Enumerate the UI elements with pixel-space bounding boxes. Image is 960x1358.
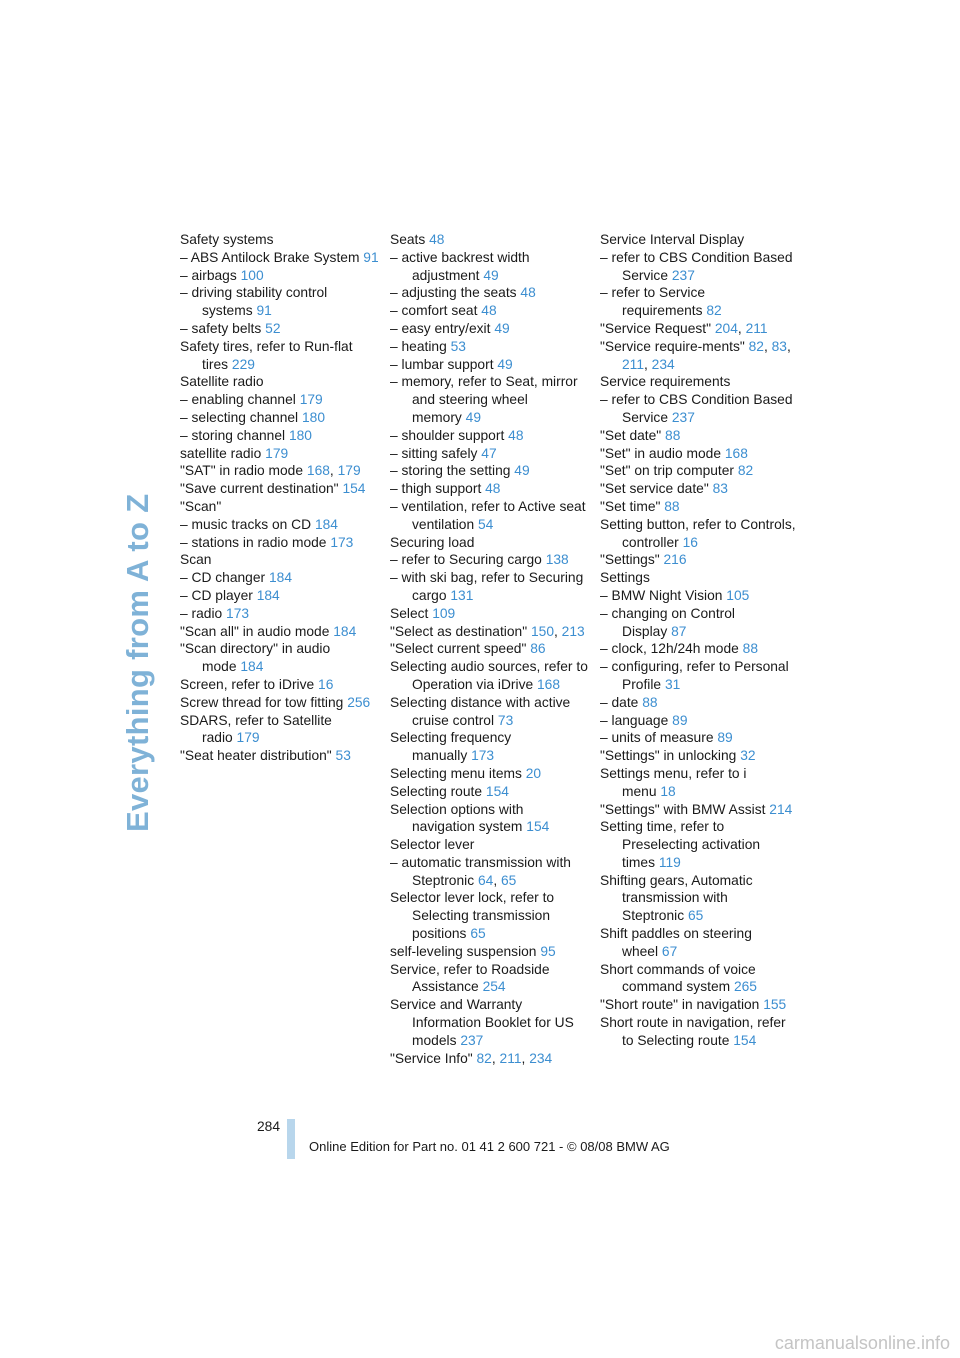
index-entry: "SAT" in radio mode 168, 179 xyxy=(180,463,361,479)
index-entry-term: "Set date" xyxy=(600,427,662,443)
index-entry-term: "Settings" with BMW Assist xyxy=(600,801,766,817)
index-entry xyxy=(180,747,380,765)
index-entry-term: "Service Info" xyxy=(390,1050,473,1066)
index-entry-term: – clock, 12h/24h mode xyxy=(600,641,739,657)
index-entry-term: SDARS, refer to Satellite radio xyxy=(180,712,332,746)
index-entry-term: – driving stability control systems xyxy=(180,285,328,319)
index-entry xyxy=(600,249,800,285)
page-reference-link[interactable]: 256 xyxy=(347,694,371,710)
page-reference-link[interactable]: 168 xyxy=(537,676,561,692)
page-reference-link[interactable]: 150 xyxy=(530,623,554,639)
page-reference-link[interactable]: 88 xyxy=(642,694,658,710)
index-entry-term: "Scan all" in audio mode xyxy=(180,623,330,639)
page-reference-link[interactable]: 65 xyxy=(687,908,704,924)
page-reference-link[interactable]: 49 xyxy=(494,320,510,336)
page-reference-link[interactable]: 49 xyxy=(497,356,513,372)
page-reference-link[interactable]: 100 xyxy=(240,267,264,283)
index-entry-term: "Select current speed" xyxy=(390,641,527,657)
index-entry xyxy=(600,516,800,552)
index-entry-term: "Set" in audio mode xyxy=(600,445,722,461)
page-reference-link[interactable]: 131 xyxy=(450,587,474,603)
index-entry xyxy=(180,516,380,534)
index-entry-term: "Save current destination" xyxy=(180,481,339,497)
page-reference-link[interactable]: 48 xyxy=(508,427,524,443)
page-reference-link[interactable]: 229 xyxy=(231,356,255,372)
page-reference-link[interactable]: 237 xyxy=(671,267,695,283)
index-entry-term: "Settings" xyxy=(600,552,660,568)
index-entry xyxy=(390,783,590,801)
index-entry-term: – radio xyxy=(180,605,223,621)
page-reference-link[interactable]: 73 xyxy=(497,712,514,728)
index-entry-term: Selecting audio sources, refer to Operation via iDrive xyxy=(390,659,588,692)
index-entry-term: – storing channel xyxy=(180,427,286,443)
page-reference-link[interactable]: 179 xyxy=(337,463,361,479)
page-reference-link[interactable]: 91 xyxy=(363,249,379,265)
index-entry-term: – BMW Night Vision xyxy=(600,587,723,603)
page-reference-link[interactable]: 82 xyxy=(706,303,722,319)
index-entry-term: – thigh support xyxy=(390,481,482,497)
page-reference-link[interactable]: 53 xyxy=(335,748,351,764)
index-entry xyxy=(600,712,800,730)
index-entry-term: – comfort seat xyxy=(390,303,478,319)
index-entry-term: – refer to CBS Condition Based Service xyxy=(600,249,793,283)
index-entry-term: Service and Warranty Information Booklet for US models xyxy=(390,997,574,1048)
index-column-2 xyxy=(390,231,590,1067)
page-reference-link[interactable]: 173 xyxy=(226,605,250,621)
index-entry-term: Service Interval Display xyxy=(600,232,745,247)
page-reference-link[interactable]: 179 xyxy=(236,730,260,746)
page-reference-link[interactable]: 82 xyxy=(476,1050,492,1066)
index-entry-term: Service, refer to Roadside Assistance xyxy=(390,961,550,995)
index-entry xyxy=(180,373,380,391)
page-reference-link[interactable]: 16 xyxy=(318,676,334,692)
index-entry-term: – selecting channel xyxy=(180,409,299,425)
page-reference-link[interactable]: 184 xyxy=(256,587,280,603)
page-reference-link[interactable]: 83 xyxy=(771,338,787,354)
page-reference-link[interactable]: 49 xyxy=(465,409,482,425)
page-reference-link[interactable]: 48 xyxy=(429,232,445,247)
page-reference-link[interactable]: 49 xyxy=(514,463,530,479)
index-entry-term: "Settings" in unlocking xyxy=(600,748,737,764)
index-entry-term: – lumbar support xyxy=(390,356,494,372)
index-entry xyxy=(390,961,590,997)
index-entry xyxy=(390,801,590,837)
index-entry-term: Satellite radio xyxy=(180,374,264,390)
index-entry-term: Select xyxy=(390,605,429,621)
index-entry-term: Screw thread for tow fitting xyxy=(180,694,344,710)
index-entry xyxy=(600,996,800,1014)
index-entry xyxy=(600,587,800,605)
index-entry-term: Screen, refer to iDrive xyxy=(180,676,315,692)
page-reference-link[interactable]: 54 xyxy=(477,516,494,532)
index-entry xyxy=(180,676,380,694)
index-entry xyxy=(390,373,590,426)
index-entry xyxy=(390,462,590,480)
index-entry xyxy=(600,284,800,320)
index-entry-term: Safety tires, refer to Run-flat tires xyxy=(180,338,353,372)
index-entry xyxy=(600,729,800,747)
page-reference-link[interactable]: 65 xyxy=(470,926,486,942)
index-entry xyxy=(600,391,800,427)
page-reference-link[interactable]: 31 xyxy=(664,676,681,692)
index-entry-term: Setting time, refer to Preselecting activation times xyxy=(600,819,761,870)
index-entry-term: – with ski bag, refer to Securing cargo xyxy=(390,570,584,603)
index-entry xyxy=(180,569,380,587)
index-entry xyxy=(600,925,800,961)
page-reference-link[interactable]: 91 xyxy=(256,303,272,319)
index-entry xyxy=(390,658,590,694)
index-entry xyxy=(390,338,590,356)
page-reference-link[interactable]: 82 xyxy=(748,338,764,354)
index-entry xyxy=(390,551,590,569)
index-entry xyxy=(390,605,590,623)
index-entry xyxy=(390,996,590,1049)
index-entry xyxy=(600,231,800,249)
index-entry-term: – CD player xyxy=(180,587,253,603)
index-entry xyxy=(180,409,380,427)
index-entry-term: Securing load xyxy=(390,534,475,550)
index-entry xyxy=(180,640,380,676)
page-reference-link[interactable]: 109 xyxy=(432,605,456,621)
index-entry-term: Shifting gears, Automatic transmission with Steptronic xyxy=(600,872,753,924)
page-reference-link[interactable]: 48 xyxy=(485,481,501,497)
page-reference-link[interactable]: 237 xyxy=(460,1032,484,1048)
index-entry: "Service Request" 204, 211 xyxy=(600,320,768,336)
index-entry xyxy=(180,320,380,338)
index-entry-term: Selector lever xyxy=(390,837,475,853)
index-entry xyxy=(180,338,380,374)
index-column-3 xyxy=(600,231,800,1050)
index-entry-term: Settings xyxy=(600,570,650,586)
index-entry-term: – safety belts xyxy=(180,320,262,336)
page-reference-link[interactable]: 168 xyxy=(724,445,748,461)
index-entry: – automatic transmission with Steptronic 64, 65 xyxy=(390,854,571,888)
index-entry-term: "Select as destination" xyxy=(390,623,528,639)
index-entry xyxy=(600,551,800,569)
page-reference-link[interactable]: 211 xyxy=(499,1050,522,1066)
index-entry-term: satellite radio xyxy=(180,445,262,461)
section-title: Everything from A to Z xyxy=(120,493,155,832)
index-entry: "Service Info" 82, 211, 234 xyxy=(390,1050,553,1066)
index-entry-term: – ventilation, refer to Active seat ventilation xyxy=(390,498,586,532)
index-entry xyxy=(390,836,590,854)
page-reference-link[interactable]: 88 xyxy=(742,641,759,657)
index-entry-term: "Service require-ments" xyxy=(600,338,745,354)
index-entry-term: – storing the setting xyxy=(390,463,511,479)
page-reference-link[interactable]: 48 xyxy=(481,303,497,319)
index-entry xyxy=(600,373,800,391)
index-entry xyxy=(390,889,590,942)
index-entry-term: "Service Request" xyxy=(600,320,712,336)
index-entry-term: Selecting distance with active cruise control xyxy=(390,694,571,728)
page-reference-link[interactable]: 89 xyxy=(717,730,733,746)
index-entry-term: – shoulder support xyxy=(390,427,505,443)
page-reference-link[interactable]: 32 xyxy=(740,748,756,764)
index-entry xyxy=(390,320,590,338)
index-entry xyxy=(180,694,380,712)
page-reference-link[interactable]: 216 xyxy=(663,552,687,568)
page-reference-link[interactable]: 180 xyxy=(288,427,312,443)
index-column-1 xyxy=(180,231,380,765)
index-entry xyxy=(180,267,380,285)
index-entry-term: "Scan directory" in audio mode xyxy=(180,641,331,675)
page-reference-link[interactable]: 20 xyxy=(525,765,542,781)
page-reference-link[interactable]: 154 xyxy=(342,481,366,497)
page-reference-link[interactable]: 204 xyxy=(714,320,738,336)
index-entry xyxy=(600,872,800,925)
page-reference-link[interactable]: 119 xyxy=(658,854,681,870)
index-entry xyxy=(390,284,590,302)
index-entry xyxy=(180,480,380,498)
page-reference-link[interactable]: 88 xyxy=(665,427,681,443)
index-entry xyxy=(600,605,800,641)
index-entry xyxy=(390,534,590,552)
index-entry xyxy=(390,356,590,374)
index-entry-term: – units of measure xyxy=(600,730,714,746)
page-reference-link[interactable]: 254 xyxy=(482,979,506,995)
index-entry xyxy=(600,1014,800,1050)
index-entry xyxy=(180,284,380,320)
index-entry-term: – adjusting the seats xyxy=(390,285,517,301)
page-reference-link[interactable]: 86 xyxy=(530,641,546,657)
index-entry xyxy=(180,391,380,409)
index-entry-term: – enabling channel xyxy=(180,392,296,408)
index-entry xyxy=(600,498,800,516)
page-reference-link[interactable]: 18 xyxy=(660,783,676,799)
index-entry xyxy=(390,249,590,285)
page-reference-link[interactable]: 214 xyxy=(769,801,793,817)
index-entry-term: Selection options with navigation system xyxy=(390,801,524,835)
index-entry-term: – changing on Control Display xyxy=(600,605,735,639)
page-reference-link[interactable]: 87 xyxy=(671,623,687,639)
page-reference-link[interactable]: 138 xyxy=(545,552,569,568)
index-entry-term: – easy entry/exit xyxy=(390,320,491,336)
page-reference-link[interactable]: 48 xyxy=(520,285,536,301)
index-entry-term: – memory, refer to Seat, mirror and steering wheel memory xyxy=(390,374,578,425)
page-reference-link[interactable]: 184 xyxy=(314,516,338,532)
page-reference-link[interactable]: 83 xyxy=(712,481,728,497)
page-reference-link[interactable]: 16 xyxy=(682,534,698,550)
page-reference-link[interactable]: 47 xyxy=(481,445,497,461)
index-entry xyxy=(180,231,380,249)
index-entry-term: Short commands of voice command system xyxy=(600,961,756,995)
index-entry-term: Service requirements xyxy=(600,374,731,390)
index-entry xyxy=(600,765,800,801)
page-reference-link[interactable]: 234 xyxy=(651,356,675,372)
page-reference-link[interactable]: 64 xyxy=(477,872,494,888)
index-entry xyxy=(600,658,800,694)
page-reference-link[interactable]: 180 xyxy=(301,409,325,425)
index-entry: "Service require-ments" 82, 83, 211, 234 xyxy=(600,338,791,372)
index-entry xyxy=(180,605,380,623)
index-entry-term: – stations in radio mode xyxy=(180,534,327,550)
index-entry xyxy=(600,818,800,871)
page-reference-link[interactable]: 49 xyxy=(483,267,499,283)
index-entry xyxy=(180,534,380,552)
index-entry xyxy=(390,427,590,445)
index-entry-term: "Scan" xyxy=(180,498,222,514)
index-entry-term: "Set time" xyxy=(600,498,661,514)
index-entry-term: Selector lever lock, refer to Selecting transmission positions xyxy=(390,890,555,942)
index-entry-term: "SAT" in radio mode xyxy=(180,463,304,479)
index-entry-term: – refer to CBS Condition Based Service xyxy=(600,392,793,425)
index-entry-term: – date xyxy=(600,694,639,710)
page-reference-link[interactable]: 265 xyxy=(733,979,757,995)
index-entry-term: "Short route" in navigation xyxy=(600,997,760,1013)
index-entry xyxy=(600,445,800,463)
page-reference-link[interactable]: 88 xyxy=(664,498,680,514)
index-entry xyxy=(600,480,800,498)
index-entry xyxy=(390,640,590,658)
page-reference-link[interactable]: 52 xyxy=(265,320,281,336)
page-reference-link[interactable]: 154 xyxy=(733,1032,757,1048)
index-entry xyxy=(180,587,380,605)
index-entry-term: – refer to Service requirements xyxy=(600,285,706,319)
index-entry xyxy=(390,445,590,463)
page-reference-link[interactable]: 179 xyxy=(265,445,289,461)
index-entry-term: Safety systems xyxy=(180,232,274,247)
index-entry-term: – ABS Antilock Brake System xyxy=(180,249,360,265)
index-entry-term: "Set service date" xyxy=(600,481,709,497)
index-entry-term: "Seat heater distribution" xyxy=(180,748,332,764)
page-reference-link[interactable]: 67 xyxy=(661,943,678,959)
page-reference-link[interactable]: 95 xyxy=(540,943,556,959)
page-reference-link[interactable]: 154 xyxy=(526,819,550,835)
index-entry xyxy=(180,427,380,445)
index-entry: "Select as destination" 150, 213 xyxy=(390,623,585,639)
page-reference-link[interactable]: 53 xyxy=(450,338,466,354)
index-entry xyxy=(390,498,590,534)
index-entry xyxy=(390,729,590,765)
index-entry xyxy=(600,640,800,658)
page-reference-link[interactable]: 154 xyxy=(485,783,509,799)
index-entry xyxy=(180,498,380,516)
page-reference-link[interactable]: 237 xyxy=(671,409,695,425)
index-entry-term: Selecting route xyxy=(390,783,483,799)
index-entry xyxy=(390,302,590,320)
page-reference-link[interactable]: 184 xyxy=(240,659,264,675)
index-entry-term: "Set" on trip computer xyxy=(600,463,735,479)
index-entry xyxy=(600,694,800,712)
index-entry xyxy=(600,462,800,480)
index-entry-term: Setting button, refer to Controls, controller xyxy=(600,516,796,550)
index-entry xyxy=(600,427,800,445)
index-entry xyxy=(390,694,590,730)
index-entry-term: Scan xyxy=(180,552,212,568)
index-entry-term: – automatic transmission with Steptronic xyxy=(390,854,571,888)
footer-text: Online Edition for Part no. 01 41 2 600 721 - © 08/08 BMW AG xyxy=(309,1139,670,1154)
page-reference-link[interactable]: 105 xyxy=(726,587,750,603)
page-reference-link[interactable]: 211 xyxy=(745,320,768,336)
index-entry-term: Short route in navigation, refer to Selecting route xyxy=(600,1015,786,1048)
index-entry xyxy=(180,712,380,748)
footer-accent-bar xyxy=(287,1119,295,1159)
index-entry-term: – airbags xyxy=(180,267,237,283)
index-entry xyxy=(600,801,800,819)
index-entry-term: – music tracks on CD xyxy=(180,516,312,532)
page-reference-link[interactable]: 155 xyxy=(763,997,787,1013)
index-entry-term: – CD changer xyxy=(180,570,266,586)
index-entry-term: – refer to Securing cargo xyxy=(390,552,542,568)
index-entry-term: – heating xyxy=(390,338,447,354)
index-entry xyxy=(390,943,590,961)
page-reference-link[interactable]: 184 xyxy=(268,570,293,586)
page-reference-link[interactable]: 173 xyxy=(330,534,354,550)
index-entry xyxy=(180,445,380,463)
index-entry-term: Settings menu, refer to i menu xyxy=(600,765,747,799)
index-entry xyxy=(180,623,380,641)
index-entry-term: Selecting menu items xyxy=(390,765,522,781)
page-number: 284 xyxy=(256,1119,280,1134)
page-reference-link[interactable]: 168 xyxy=(306,463,330,479)
index-entry-term: – active backrest width adjustment xyxy=(390,249,530,283)
index-entry-term: Shift paddles on steering wheel xyxy=(600,926,752,959)
index-entry xyxy=(390,569,590,605)
page-reference-link[interactable]: 184 xyxy=(333,623,357,639)
page-reference-link[interactable]: 211 xyxy=(622,356,644,372)
index-entry xyxy=(600,961,800,997)
index-entry-term: – configuring, refer to Personal Profile xyxy=(600,659,789,692)
page-reference-link[interactable]: 234 xyxy=(529,1050,553,1066)
index-entry-term: – language xyxy=(600,712,669,728)
page-reference-link[interactable]: 213 xyxy=(561,623,585,639)
index-entry-term: Seats xyxy=(390,232,426,247)
watermark: carmanualsonline.info xyxy=(774,1333,950,1353)
index-entry xyxy=(600,747,800,765)
index-entry xyxy=(390,231,590,249)
page-reference-link[interactable]: 179 xyxy=(299,392,323,408)
index-entry xyxy=(390,480,590,498)
page-reference-link[interactable]: 65 xyxy=(501,872,517,888)
index-entry xyxy=(180,249,380,267)
page-reference-link[interactable]: 82 xyxy=(737,463,754,479)
index-entry-term: – sitting safely xyxy=(390,445,478,461)
page-reference-link[interactable]: 89 xyxy=(672,712,688,728)
index-entry-term: self-leveling suspension xyxy=(390,943,537,959)
index-entry xyxy=(390,765,590,783)
index-entry-term: Selecting frequency manually xyxy=(390,730,512,764)
index-entry xyxy=(600,569,800,587)
index-entry xyxy=(180,551,380,569)
page-reference-link[interactable]: 173 xyxy=(471,748,495,764)
